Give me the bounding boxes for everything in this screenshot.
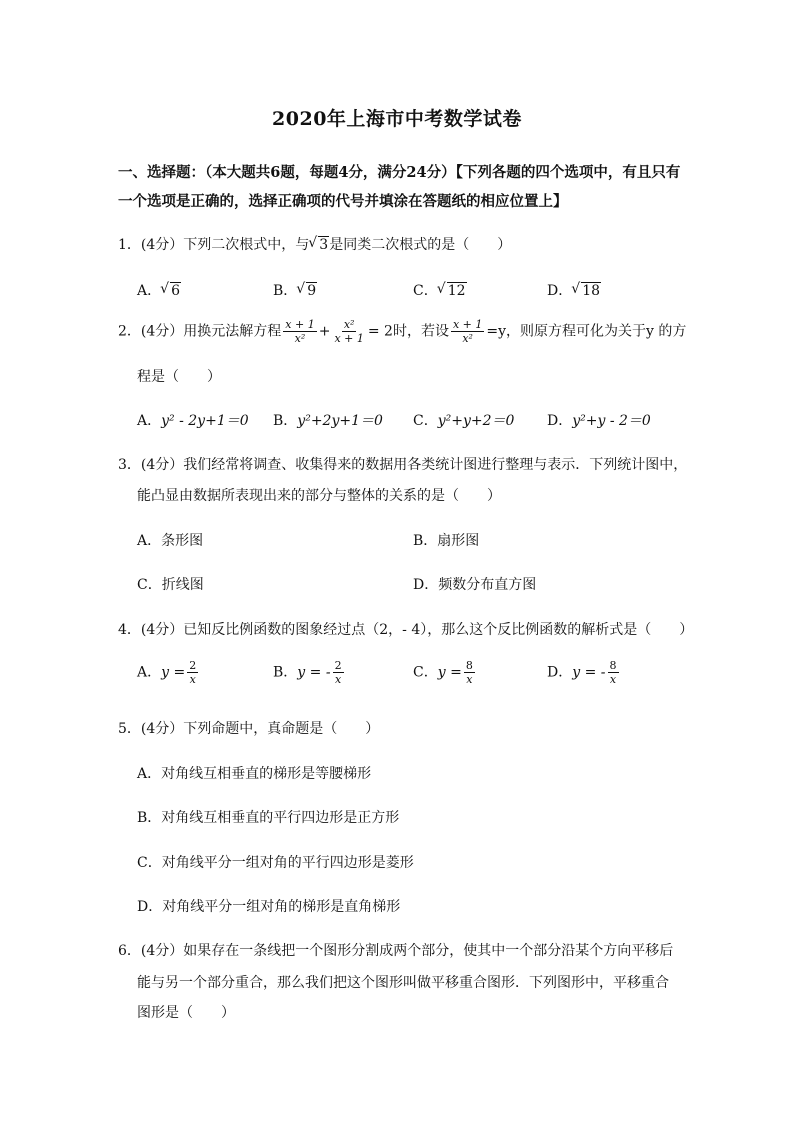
q3-option-b[interactable]: B．扇形图 (413, 533, 480, 549)
question-1 (118, 234, 511, 254)
q3-option-c[interactable]: C．折线图 (137, 577, 204, 593)
q5-option-a[interactable]: A．对角线互相垂直的梯形是等腰梯形 (137, 766, 372, 782)
question-6-line-1: 6．(4分）如果存在一条线把一个图形分割成两个部分，使其中一个部分沿某个方向平移后 (118, 943, 674, 959)
q1-option-c[interactable]: C．√ 12 (413, 280, 467, 300)
q1-option-a[interactable]: A．√ 6 (137, 280, 181, 300)
question-6-line-3: 图形是（ ） (137, 1005, 235, 1021)
question-2-line-2: 程是（ ） (137, 369, 221, 385)
question-2 (118, 318, 686, 345)
q2-option-a[interactable]: A．y² - 2y+1＝0 (137, 413, 249, 429)
q2-option-c[interactable]: C．y²+y+2＝0 (413, 413, 515, 429)
q5-option-c[interactable]: C．对角线平分一组对角的平行四边形是菱形 (137, 855, 414, 871)
question-2-prefix: 2．(4分）用换元法解方程 (118, 323, 282, 340)
equation-y-text: =y，则原方程可化为关于y 的方 (486, 323, 687, 340)
page-title: 2020年上海市中考数学试卷 (272, 108, 522, 130)
fraction-2: $\frac{\text{x²}}{x + 1}$ (334, 318, 364, 345)
section-heading: 一、选择题：（本大题共6题，每题4分，满分24分）【下列各题的四个选项中，有且只有一个选项是正确的，选择正确项的代号并填涂在答题纸的相应位置上】 (118, 164, 681, 210)
q2-option-d[interactable]: D．y²+y - 2＝0 (547, 413, 651, 429)
equation-text: = 2时，若设 (367, 323, 449, 340)
question-1-suffix: 是同类二次根式的是（ ） (329, 237, 512, 253)
q2-option-b[interactable]: B．y²+2y+1＝0 (273, 413, 383, 429)
fraction-1: $\frac{x + 1}{\text{x²}}$ (285, 318, 315, 345)
q3-option-a[interactable]: A．条形图 (137, 533, 204, 549)
q4-option-b[interactable]: B．y = - $\frac{2}{x}$ (273, 659, 342, 686)
plus-sign: + (318, 323, 331, 340)
q4-option-c[interactable]: C．y = $\frac{8}{x}$ (413, 659, 473, 686)
q4-option-d[interactable]: D．y = - $\frac{8}{x}$ (547, 659, 617, 686)
radicand: 3 (319, 237, 329, 253)
q1-option-d[interactable]: D．√ 18 (547, 280, 601, 300)
fraction-3: $\frac{x + 1}{\text{x²}}$ (452, 318, 483, 345)
q5-option-d[interactable]: D．对角线平分一组对角的梯形是直角梯形 (137, 899, 401, 915)
question-4: 4．(4分）已知反比例函数的图象经过点（2，- 4），那么这个反比例函数的解析式是（ ） (118, 622, 694, 638)
q3-option-d[interactable]: D．频数分布直方图 (413, 577, 537, 593)
question-6-line-2: 能与另一个部分重合，那么我们把这个图形叫做平移重合图形．下列图形中，平移重合 (137, 975, 669, 991)
q4-option-a[interactable]: A．y = $\frac{2}{x}$ (137, 659, 197, 686)
question-3-line-1: 3．(4分）我们经常将调查、收集得来的数据用各类统计图进行整理与表示．下列统计图中， (118, 457, 688, 473)
question-5: 5．(4分）下列命题中，真命题是（ ） (118, 721, 380, 737)
q5-option-b[interactable]: B．对角线互相垂直的平行四边形是正方形 (137, 810, 400, 826)
sqrt-symbol (309, 237, 329, 253)
question-3-line-2: 能凸显由数据所表现出来的部分与整体的关系的是（ ） (137, 488, 501, 504)
q1-option-b[interactable]: B．√ 9 (273, 280, 317, 300)
question-1-prefix: 1．(4分）下列二次根式中，与 (118, 237, 310, 253)
